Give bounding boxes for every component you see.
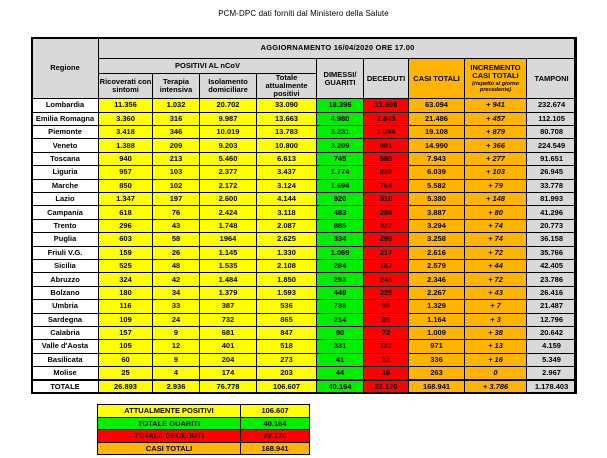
tamponi-cell: 80.708 <box>527 126 577 139</box>
casi-totali-cell: 6.039 <box>409 166 465 179</box>
totale-positivi-cell: 10.800 <box>257 139 317 152</box>
ricoverati-cell: 180 <box>99 286 153 299</box>
region-cell: Bolzano <box>32 286 99 299</box>
table-row <box>32 219 577 232</box>
table-total-row <box>32 380 577 393</box>
region-cell: Basilicata <box>32 353 99 366</box>
casi-totali-cell: 336 <box>409 353 465 366</box>
terapia-intensiva-cell: 33 <box>153 300 200 313</box>
summary-label: ATTUALMENTE POSITIVI <box>98 405 241 418</box>
ricoverati-cell: 525 <box>99 259 153 272</box>
incremento-cell: + 80 <box>465 206 527 219</box>
deceduti-cell: 243 <box>364 273 409 286</box>
tamponi-cell: 41.296 <box>527 206 577 219</box>
ricoverati-cell: 957 <box>99 166 153 179</box>
terapia-intensiva-cell: 197 <box>153 193 200 206</box>
table-row <box>32 179 577 192</box>
deceduti-cell: 225 <box>364 286 409 299</box>
terapia-intensiva-cell: 209 <box>153 139 200 152</box>
casi-totali-cell: 2.346 <box>409 273 465 286</box>
table-row <box>32 206 577 219</box>
isolamento-cell: 732 <box>200 313 257 326</box>
incremento-cell: + 3.786 <box>465 380 527 393</box>
ricoverati-cell: 324 <box>99 273 153 286</box>
deceduti-cell: 2.094 <box>364 126 409 139</box>
table-row <box>32 126 577 139</box>
terapia-intensiva-cell: 4 <box>153 367 200 380</box>
summary-row <box>98 442 310 455</box>
tamponi-cell: 42.405 <box>527 259 577 272</box>
incremento-cell: + 366 <box>465 139 527 152</box>
region-cell: Puglia <box>32 233 99 246</box>
table-row <box>32 99 577 112</box>
isolamento-cell: 2.377 <box>200 166 257 179</box>
totale-positivi-cell: 6.613 <box>257 152 317 165</box>
tamponi-cell: 20.642 <box>527 326 577 339</box>
terapia-intensiva-cell: 346 <box>153 126 200 139</box>
table-row <box>32 340 577 353</box>
totale-positivi-cell: 847 <box>257 326 317 339</box>
terapia-intensiva-cell: 42 <box>153 273 200 286</box>
totale-positivi-cell: 203 <box>257 367 317 380</box>
isolamento-cell: 76.778 <box>200 380 257 393</box>
totale-positivi-cell: 865 <box>257 313 317 326</box>
dimessi-guariti-cell: 449 <box>317 286 364 299</box>
terapia-intensiva-cell: 24 <box>153 313 200 326</box>
tamponi-cell: 35.766 <box>527 246 577 259</box>
table-row <box>32 367 577 380</box>
dimessi-guariti-cell: 253 <box>317 273 364 286</box>
table-body <box>32 99 577 394</box>
ricoverati-cell: 618 <box>99 206 153 219</box>
terapia-intensiva-cell: 316 <box>153 112 200 125</box>
deceduti-cell: 585 <box>364 152 409 165</box>
ricoverati-cell: 1.347 <box>99 193 153 206</box>
isolamento-cell: 204 <box>200 353 257 366</box>
region-cell: Toscana <box>32 152 99 165</box>
deceduti-cell: 85 <box>364 313 409 326</box>
table-row <box>32 193 577 206</box>
table-row <box>32 139 577 152</box>
tamponi-cell: 91.651 <box>527 152 577 165</box>
casi-totali-cell: 63.094 <box>409 99 465 112</box>
casi-totali-cell: 2.616 <box>409 246 465 259</box>
isolamento-cell: 401 <box>200 340 257 353</box>
casi-totali-cell: 14.990 <box>409 139 465 152</box>
summary-table <box>97 404 310 455</box>
casi-totali-cell: 3.887 <box>409 206 465 219</box>
ricoverati-cell: 25 <box>99 367 153 380</box>
casi-totali-cell: 19.108 <box>409 126 465 139</box>
summary-value: 106.607 <box>241 405 310 418</box>
region-cell: Valle d'Aosta <box>32 340 99 353</box>
ricoverati-cell: 603 <box>99 233 153 246</box>
terapia-intensiva-cell: 9 <box>153 326 200 339</box>
region-cell: TOTALE <box>32 380 99 393</box>
region-cell: Umbria <box>32 300 99 313</box>
totale-positivi-cell: 2.625 <box>257 233 317 246</box>
summary-value: 40.164 <box>241 417 310 430</box>
dimessi-guariti-cell: 44 <box>317 367 364 380</box>
isolamento-cell: 1.535 <box>200 259 257 272</box>
totale-positivi-cell: 1.330 <box>257 246 317 259</box>
header-group-row <box>32 59 577 74</box>
region-cell: Molise <box>32 367 99 380</box>
deceduti-cell: 764 <box>364 179 409 192</box>
casi-totali-cell: 7.943 <box>409 152 465 165</box>
terapia-intensiva-cell: 43 <box>153 219 200 232</box>
ricoverati-cell: 159 <box>99 246 153 259</box>
incremento-cell: + 44 <box>465 259 527 272</box>
summary-row <box>98 417 310 430</box>
dimessi-guariti-cell: 745 <box>317 152 364 165</box>
casi-totali-cell: 5.582 <box>409 179 465 192</box>
column-header-ricoverati: Ricoverati con sintomi <box>99 74 153 99</box>
table-head <box>32 38 577 99</box>
dimessi-guariti-cell: 331 <box>317 340 364 353</box>
table-row <box>32 166 577 179</box>
group-header-positivi: POSITIVI AL nCoV <box>99 59 317 74</box>
terapia-intensiva-cell: 213 <box>153 152 200 165</box>
casi-totali-cell: 2.267 <box>409 286 465 299</box>
summary-box <box>97 404 309 455</box>
isolamento-cell: 2.424 <box>200 206 257 219</box>
column-header-casi-totali: CASI TOTALI <box>409 59 465 99</box>
incremento-cell: + 941 <box>465 99 527 112</box>
table-row <box>32 313 577 326</box>
column-header-dimessi: DIMESSI/ GUARITI <box>317 59 364 99</box>
isolamento-cell: 9.987 <box>200 112 257 125</box>
ricoverati-cell: 157 <box>99 326 153 339</box>
totale-positivi-cell: 2.087 <box>257 219 317 232</box>
ricoverati-cell: 109 <box>99 313 153 326</box>
incremento-cell: + 103 <box>465 166 527 179</box>
deceduti-cell: 11.608 <box>364 99 409 112</box>
ricoverati-cell: 26.893 <box>99 380 153 393</box>
ricoverati-cell: 116 <box>99 300 153 313</box>
dimessi-guariti-cell: 334 <box>317 233 364 246</box>
deceduti-cell: 72 <box>364 326 409 339</box>
incremento-cell: + 43 <box>465 286 527 299</box>
terapia-intensiva-cell: 26 <box>153 246 200 259</box>
regions-table <box>31 37 577 394</box>
incremento-cell: + 457 <box>465 112 527 125</box>
incremento-cell: 0 <box>465 367 527 380</box>
dimessi-guariti-cell: 483 <box>317 206 364 219</box>
region-cell: Emilia Romagna <box>32 112 99 125</box>
region-cell: Abruzzo <box>32 273 99 286</box>
totale-positivi-cell: 3.437 <box>257 166 317 179</box>
region-cell: Sicilia <box>32 259 99 272</box>
header-banner-row <box>32 38 577 59</box>
ricoverati-cell: 11.356 <box>99 99 153 112</box>
isolamento-cell: 1.379 <box>200 286 257 299</box>
isolamento-cell: 174 <box>200 367 257 380</box>
deceduti-cell: 2.843 <box>364 112 409 125</box>
tamponi-cell: 26.416 <box>527 286 577 299</box>
terapia-intensiva-cell: 34 <box>153 286 200 299</box>
table-row <box>32 286 577 299</box>
ricoverati-cell: 60 <box>99 353 153 366</box>
totale-positivi-cell: 13.783 <box>257 126 317 139</box>
page-caption: PCM-DPC dati forniti dal Ministero della Salute <box>218 9 389 18</box>
totale-positivi-cell: 2.108 <box>257 259 317 272</box>
isolamento-cell: 10.019 <box>200 126 257 139</box>
terapia-intensiva-cell: 9 <box>153 353 200 366</box>
deceduti-cell: 217 <box>364 246 409 259</box>
casi-totali-cell: 1.009 <box>409 326 465 339</box>
region-cell: Lazio <box>32 193 99 206</box>
incremento-cell: + 72 <box>465 246 527 259</box>
terapia-intensiva-cell: 12 <box>153 340 200 353</box>
isolamento-cell: 2.600 <box>200 193 257 206</box>
deceduti-cell: 55 <box>364 300 409 313</box>
summary-label: CASI TOTALI <box>98 442 241 455</box>
casi-totali-cell: 1.329 <box>409 300 465 313</box>
region-cell: Campania <box>32 206 99 219</box>
tamponi-cell: 33.778 <box>527 179 577 192</box>
table-row <box>32 300 577 313</box>
covid-data-table <box>31 37 576 394</box>
casi-totali-cell: 263 <box>409 367 465 380</box>
ricoverati-cell: 1.388 <box>99 139 153 152</box>
tamponi-cell: 21.487 <box>527 300 577 313</box>
region-cell: Veneto <box>32 139 99 152</box>
tamponi-cell: 1.178.403 <box>527 380 577 393</box>
tamponi-cell: 232.674 <box>527 99 577 112</box>
incremento-cell: + 74 <box>465 233 527 246</box>
terapia-intensiva-cell: 76 <box>153 206 200 219</box>
isolamento-cell: 681 <box>200 326 257 339</box>
tamponi-cell: 26.945 <box>527 166 577 179</box>
incremento-cell: + 38 <box>465 326 527 339</box>
totale-positivi-cell: 33.090 <box>257 99 317 112</box>
dimessi-guariti-cell: 1.774 <box>317 166 364 179</box>
column-header-incremento <box>465 59 527 99</box>
deceduti-cell: 22 <box>364 353 409 366</box>
incremento-sub-label: (rispetto al giorno precedente) <box>472 81 519 94</box>
ricoverati-cell: 296 <box>99 219 153 232</box>
totale-positivi-cell: 518 <box>257 340 317 353</box>
dimessi-guariti-cell: 40.164 <box>317 380 364 393</box>
deceduti-cell: 828 <box>364 166 409 179</box>
deceduti-cell: 322 <box>364 219 409 232</box>
deceduti-cell: 187 <box>364 259 409 272</box>
table-row <box>32 259 577 272</box>
tamponi-cell: 81.993 <box>527 193 577 206</box>
isolamento-cell: 387 <box>200 300 257 313</box>
table-row <box>32 246 577 259</box>
dimessi-guariti-cell: 18.396 <box>317 99 364 112</box>
deceduti-cell: 122 <box>364 340 409 353</box>
totale-positivi-cell: 273 <box>257 353 317 366</box>
update-banner: AGGIORNAMENTO 16/04/2020 ORE 17.00 <box>99 38 577 59</box>
ricoverati-cell: 105 <box>99 340 153 353</box>
region-cell: Liguria <box>32 166 99 179</box>
region-cell: Piemonte <box>32 126 99 139</box>
totale-positivi-cell: 536 <box>257 300 317 313</box>
casi-totali-cell: 1.164 <box>409 313 465 326</box>
terapia-intensiva-cell: 2.936 <box>153 380 200 393</box>
isolamento-cell: 20.702 <box>200 99 257 112</box>
incremento-cell: + 72 <box>465 273 527 286</box>
region-cell: Trento <box>32 219 99 232</box>
terapia-intensiva-cell: 58 <box>153 233 200 246</box>
dimessi-guariti-cell: 284 <box>317 259 364 272</box>
table-row <box>32 152 577 165</box>
tamponi-cell: 112.105 <box>527 112 577 125</box>
tamponi-cell: 23.786 <box>527 273 577 286</box>
column-header-tamponi: TAMPONI <box>527 59 577 99</box>
incremento-cell: + 7 <box>465 300 527 313</box>
totale-positivi-cell: 4.144 <box>257 193 317 206</box>
column-header-isolamento-domiciliare: Isolamento domiciliare <box>200 74 257 99</box>
isolamento-cell: 2.172 <box>200 179 257 192</box>
ricoverati-cell: 940 <box>99 152 153 165</box>
totale-positivi-cell: 13.663 <box>257 112 317 125</box>
isolamento-cell: 1.484 <box>200 273 257 286</box>
summary-label: TOTALE GUARITI <box>98 417 241 430</box>
terapia-intensiva-cell: 103 <box>153 166 200 179</box>
casi-totali-cell: 168.941 <box>409 380 465 393</box>
tamponi-cell: 5.349 <box>527 353 577 366</box>
summary-label: TOTALE DECEDUTI <box>98 430 241 443</box>
column-header-totale-attualmente-positivi: Totale attualmente positivi <box>257 74 317 99</box>
incremento-main-label: INCREMENTO CASI TOTALI <box>470 63 521 81</box>
casi-totali-cell: 3.294 <box>409 219 465 232</box>
incremento-cell: + 79 <box>465 179 527 192</box>
incremento-cell: + 74 <box>465 219 527 232</box>
ricoverati-cell: 3.360 <box>99 112 153 125</box>
incremento-cell: + 277 <box>465 152 527 165</box>
table-row <box>32 233 577 246</box>
totale-positivi-cell: 3.118 <box>257 206 317 219</box>
totale-positivi-cell: 106.607 <box>257 380 317 393</box>
tamponi-cell: 224.549 <box>527 139 577 152</box>
deceduti-cell: 286 <box>364 206 409 219</box>
ricoverati-cell: 850 <box>99 179 153 192</box>
isolamento-cell: 5.460 <box>200 152 257 165</box>
casi-totali-cell: 21.486 <box>409 112 465 125</box>
dimessi-guariti-cell: 920 <box>317 193 364 206</box>
deceduti-cell: 316 <box>364 193 409 206</box>
dimessi-guariti-cell: 214 <box>317 313 364 326</box>
region-cell: Marche <box>32 179 99 192</box>
casi-totali-cell: 3.258 <box>409 233 465 246</box>
terapia-intensiva-cell: 102 <box>153 179 200 192</box>
dimessi-guariti-cell: 90 <box>317 326 364 339</box>
totale-positivi-cell: 1.850 <box>257 273 317 286</box>
dimessi-guariti-cell: 4.980 <box>317 112 364 125</box>
table-row <box>32 273 577 286</box>
incremento-cell: + 879 <box>465 126 527 139</box>
totale-positivi-cell: 1.593 <box>257 286 317 299</box>
terapia-intensiva-cell: 1.032 <box>153 99 200 112</box>
ricoverati-cell: 3.418 <box>99 126 153 139</box>
deceduti-cell: 22.170 <box>364 380 409 393</box>
table-row <box>32 353 577 366</box>
tamponi-cell: 20.773 <box>527 219 577 232</box>
summary-value: 168.941 <box>241 442 310 455</box>
summary-value: 22.170 <box>241 430 310 443</box>
casi-totali-cell: 5.380 <box>409 193 465 206</box>
tamponi-cell: 2.967 <box>527 367 577 380</box>
casi-totali-cell: 2.579 <box>409 259 465 272</box>
dimessi-guariti-cell: 1.694 <box>317 179 364 192</box>
incremento-cell: + 3 <box>465 313 527 326</box>
column-header-deceduti: DECEDUTI <box>364 59 409 99</box>
summary-row <box>98 430 310 443</box>
dimessi-guariti-cell: 885 <box>317 219 364 232</box>
isolamento-cell: 1.145 <box>200 246 257 259</box>
isolamento-cell: 9.203 <box>200 139 257 152</box>
dimessi-guariti-cell: 41 <box>317 353 364 366</box>
table-row <box>32 112 577 125</box>
dimessi-guariti-cell: 1.069 <box>317 246 364 259</box>
dimessi-guariti-cell: 3.231 <box>317 126 364 139</box>
deceduti-cell: 16 <box>364 367 409 380</box>
incremento-cell: + 13 <box>465 340 527 353</box>
terapia-intensiva-cell: 48 <box>153 259 200 272</box>
region-cell: Calabria <box>32 326 99 339</box>
deceduti-cell: 981 <box>364 139 409 152</box>
region-cell: Friuli V.G. <box>32 246 99 259</box>
tamponi-cell: 36.158 <box>527 233 577 246</box>
totale-positivi-cell: 3.124 <box>257 179 317 192</box>
incremento-cell: + 16 <box>465 353 527 366</box>
summary-row <box>98 405 310 418</box>
region-cell: Sardegna <box>32 313 99 326</box>
isolamento-cell: 1.748 <box>200 219 257 232</box>
incremento-cell: + 148 <box>465 193 527 206</box>
tamponi-cell: 4.159 <box>527 340 577 353</box>
column-header-regione: Regione <box>32 38 99 99</box>
deceduti-cell: 299 <box>364 233 409 246</box>
dimessi-guariti-cell: 3.209 <box>317 139 364 152</box>
column-header-terapia-intensiva: Terapia intensiva <box>153 74 200 99</box>
isolamento-cell: 1964 <box>200 233 257 246</box>
casi-totali-cell: 971 <box>409 340 465 353</box>
table-row <box>32 326 577 339</box>
dimessi-guariti-cell: 738 <box>317 300 364 313</box>
tamponi-cell: 12.796 <box>527 313 577 326</box>
region-cell: Lombardia <box>32 99 99 112</box>
summary-body <box>98 405 310 455</box>
